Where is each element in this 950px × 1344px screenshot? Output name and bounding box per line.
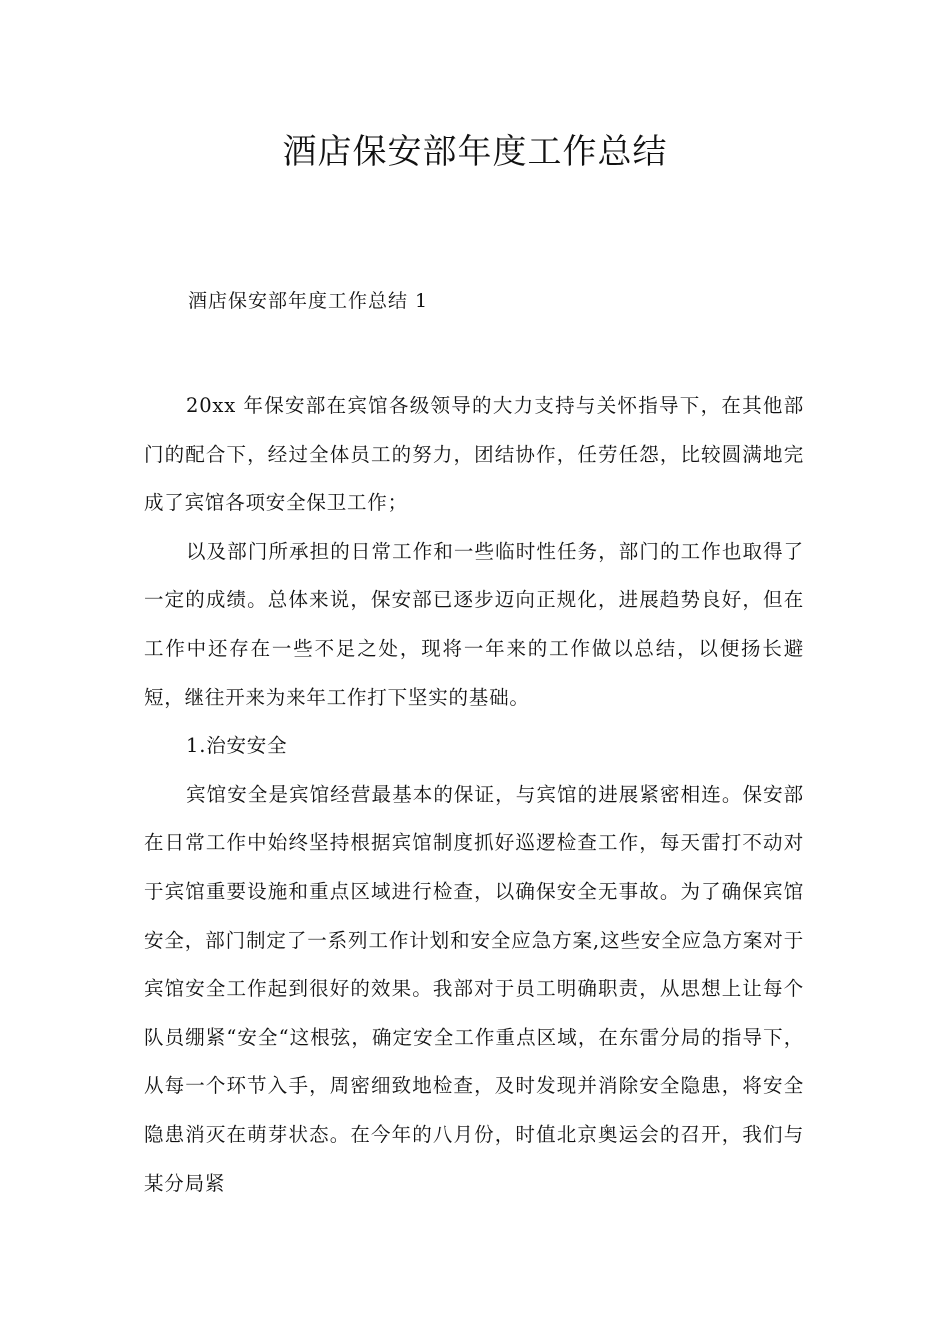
paragraph-security: 宾馆安全是宾馆经营最基本的保证，与宾馆的进展紧密相连。保安部在日常工作中始终坚持根据宾馆制度抓好巡逻检查工作，每天雷打不动对于宾馆重要设施和重点区域进行检查，以确保安全无事故。为了确保宾馆安全，部门制定了一系列工作计划和安全应急方案,这些安全应急方案对于宾馆安全工作起到很好的效果。我部对于员工明确职责，从思想上让每个队员绷紧“安全“这根弦，确定安全工作重点区域，在东雷分局的指导下，从每一个环节入手，周密细致地检查，及时发现并消除安全隐患，将安全隐患消灭在萌芽状态。在今年的八月份，时值北京奥运会的召开，我们与某分局紧 — [144, 782, 804, 1195]
paragraph-summary: 以及部门所承担的日常工作和一些临时性任务，部门的工作也取得了一定的成绩。总体来说，保安部已逐步迈向正规化，进展趋势良好，但在工作中还存在一些不足之处，现将一年来的工作做以总结，以便扬长避短，继往开来为来年工作打下坚实的基础。 — [144, 539, 804, 709]
document-body — [144, 382, 804, 1208]
section-heading-security: 1.治安安全 — [186, 734, 288, 758]
paragraph-intro: 20xx 年保安部在宾馆各级领导的大力支持与关怀指导下，在其他部门的配合下，经过全体员工的努力，团结协作，任劳任怨，比较圆满地完成了宾馆各项安全保卫工作； — [144, 394, 804, 515]
document-title: 酒店保安部年度工作总结 — [282, 132, 668, 172]
section-heading: 酒店保安部年度工作总结 1 — [188, 290, 429, 312]
